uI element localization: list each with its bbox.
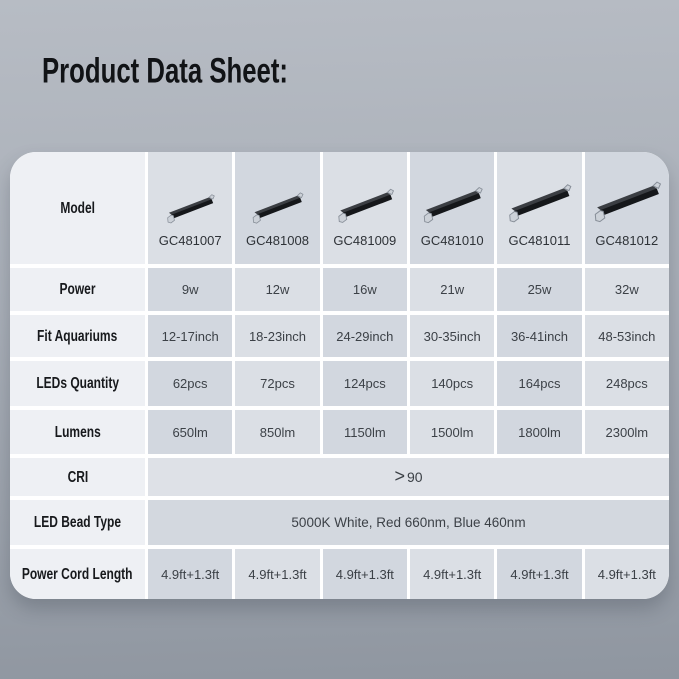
leds-value: 140pcs xyxy=(410,361,494,406)
lumens-value: 1150lm xyxy=(323,410,407,454)
lumens-value: 1800lm xyxy=(497,410,581,454)
product-data-table xyxy=(10,152,669,599)
cord-value: 4.9ft+1.3ft xyxy=(148,549,232,599)
model-name: GC481008 xyxy=(246,233,309,248)
power-value: 12w xyxy=(235,268,319,311)
fit-value: 24-29inch xyxy=(323,315,407,357)
lumens-value: 1500lm xyxy=(410,410,494,454)
row-label-led-bead-type: LED Bead Type xyxy=(10,500,145,545)
led-light-bar-image xyxy=(586,177,667,226)
model-cell xyxy=(497,152,581,264)
row-label-lumens: Lumens xyxy=(10,410,145,454)
cord-value: 4.9ft+1.3ft xyxy=(235,549,319,599)
cord-value: 4.9ft+1.3ft xyxy=(410,549,494,599)
model-cell xyxy=(410,152,494,264)
model-cell xyxy=(235,152,319,264)
power-value: 21w xyxy=(410,268,494,311)
power-value: 9w xyxy=(148,268,232,311)
model-cell xyxy=(323,152,407,264)
page-title: Product Data Sheet: xyxy=(42,50,289,90)
row-label-power: Power xyxy=(10,268,145,311)
power-value: 32w xyxy=(585,268,669,311)
model-name: GC481010 xyxy=(420,233,484,248)
cri-value: > 90 xyxy=(148,458,669,496)
power-value: 25w xyxy=(497,268,581,311)
led-light-bar-image xyxy=(246,189,308,226)
leds-value: 72pcs xyxy=(235,361,319,406)
model-name: GC481012 xyxy=(595,233,659,248)
led-light-bar-image xyxy=(331,185,399,226)
row-label-power-cord-length: Power Cord Length xyxy=(10,549,145,599)
leds-value: 124pcs xyxy=(323,361,407,406)
power-value: 16w xyxy=(323,268,407,311)
model-name: GC481011 xyxy=(508,233,571,248)
row-label-cri: CRI xyxy=(10,458,145,496)
model-cell xyxy=(585,152,669,264)
led-light-bar-image xyxy=(501,180,577,226)
model-name: GC481007 xyxy=(158,233,222,248)
led-light-bar-image xyxy=(161,191,219,226)
row-label-leds-quantity: LEDs Quantity xyxy=(10,361,145,406)
led-light-bar-image xyxy=(416,183,488,227)
model-cell xyxy=(148,152,232,264)
fit-value: 36-41inch xyxy=(497,315,581,357)
fit-value: 30-35inch xyxy=(410,315,494,357)
model-name: GC481009 xyxy=(333,233,397,248)
row-label-model: Model xyxy=(10,152,145,264)
lumens-value: 2300lm xyxy=(585,410,669,454)
fit-value: 12-17inch xyxy=(148,315,232,357)
lumens-value: 650lm xyxy=(148,410,232,454)
fit-value: 48-53inch xyxy=(585,315,669,357)
cord-value: 4.9ft+1.3ft xyxy=(497,549,581,599)
row-label-fit-aquariums: Fit Aquariums xyxy=(10,315,145,357)
led-bead-type-value: 5000K White, Red 660nm, Blue 460nm xyxy=(148,500,669,545)
cord-value: 4.9ft+1.3ft xyxy=(323,549,407,599)
leds-value: 248pcs xyxy=(585,361,669,406)
leds-value: 164pcs xyxy=(497,361,581,406)
greater-than-symbol: > xyxy=(394,465,405,486)
lumens-value: 850lm xyxy=(235,410,319,454)
cord-value: 4.9ft+1.3ft xyxy=(585,549,669,599)
fit-value: 18-23inch xyxy=(235,315,319,357)
leds-value: 62pcs xyxy=(148,361,232,406)
